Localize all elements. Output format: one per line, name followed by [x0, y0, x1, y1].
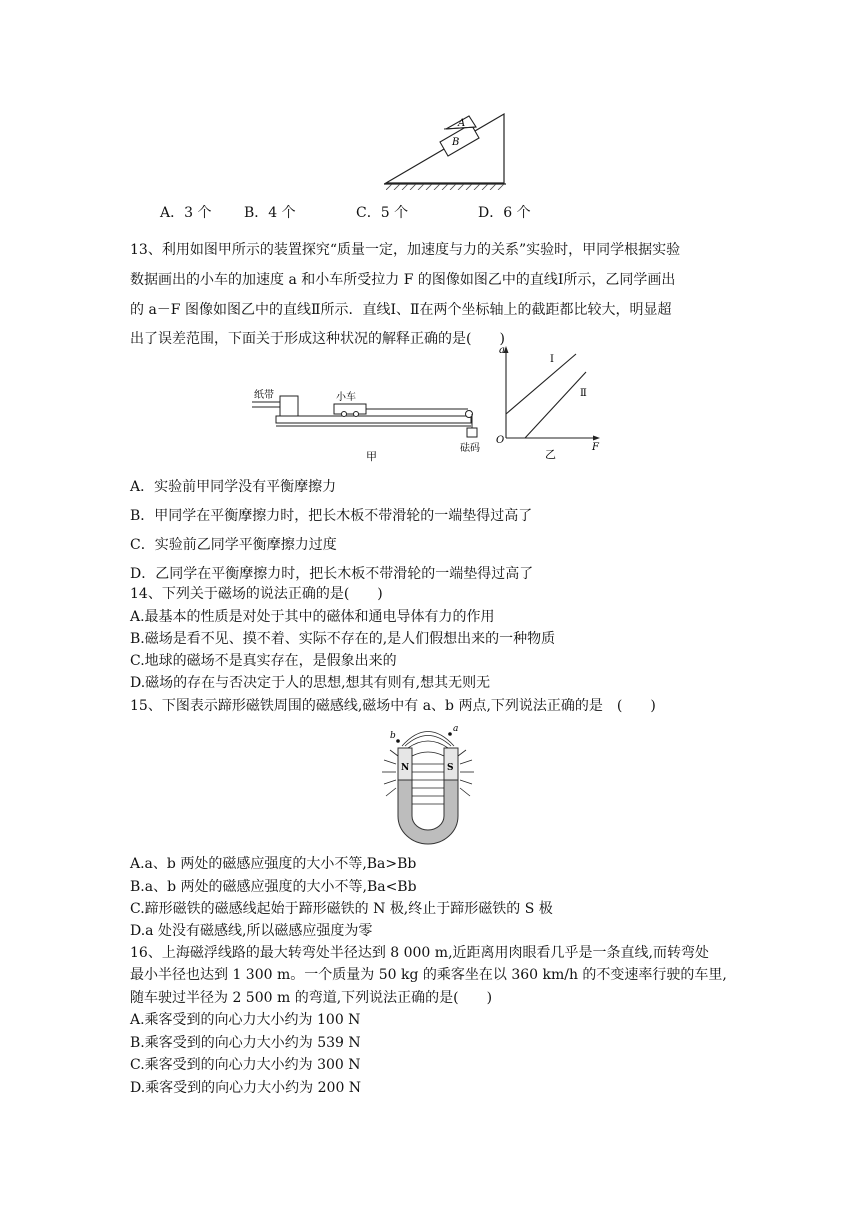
q12-option-b: B．4 个 [244, 205, 296, 221]
q13-option-c: C．实验前乙同学平衡摩擦力过度 [130, 537, 337, 553]
q15-option-a: A.a、b 两处的磁感应强度的大小不等,Ba>Bb [130, 856, 417, 872]
horseshoe-magnet-figure [378, 720, 478, 846]
q14-option-b: B.磁场是看不见、摸不着、实际不存在的,是人们假想出来的一种物质 [130, 631, 556, 647]
q13-option-a: A．实验前甲同学没有平衡摩擦力 [130, 479, 337, 495]
label-a: A [458, 118, 466, 129]
q12-option-a: A．3 个 [160, 205, 212, 221]
q16-option-a: A.乘客受到的向心力大小约为 100 N [130, 1012, 361, 1028]
origin-label: O [496, 435, 505, 446]
q13-option-d: D．乙同学在平衡摩擦力时，把长木板不带滑轮的一端垫得过高了 [130, 566, 534, 582]
north-pole-label: N [401, 763, 410, 773]
q14-stem: 14、下列关于磁场的说法正确的是( ) [130, 586, 383, 602]
caption-yi: 乙 [545, 448, 556, 460]
q13-stem-line-4: 出了误差范围，下面关于形成这种状况的解释正确的是( ) [130, 331, 505, 347]
x-axis-label: F [592, 442, 599, 453]
q16-option-b: B.乘客受到的向心力大小约为 539 N [130, 1035, 361, 1051]
q16-stem-line-3: 随车驶过半径为 2 500 m 的弯道,下列说法正确的是( ) [130, 990, 493, 1006]
q14-option-a: A.最基本的性质是对处于其中的磁体和通电导体有力的作用 [130, 609, 495, 625]
q15-option-c: C.蹄形磁铁的磁感线起始于蹄形磁铁的 N 极,终止于蹄形磁铁的 S 极 [130, 901, 553, 917]
south-pole-label: S [447, 763, 454, 773]
line-2 [525, 372, 586, 438]
line-2-label: Ⅱ [580, 388, 587, 399]
q13-stem-line-2: 数据画出的小车的加速度 a 和小车所受拉力 F 的图像如图乙中的直线Ⅰ所示，乙同学画出 [130, 272, 676, 288]
q16-option-d: D.乘客受到的向心力大小约为 200 N [130, 1080, 362, 1096]
line-1 [506, 354, 576, 414]
q13-stem-line-3: 的 a－F 图像如图乙中的直线Ⅱ所示．直线Ⅰ、Ⅱ在两个坐标轴上的截距都比较大，明显超 [130, 302, 672, 318]
point-b [396, 739, 400, 743]
label-tape: 纸带 [254, 390, 274, 401]
point-a-label: a [453, 724, 459, 734]
q13-stem-line-1: 13、利用如图甲所示的装置探究“质量一定，加速度与力的关系”实验时，甲同学根据实验 [130, 242, 681, 258]
q14-option-c: C.地球的磁场不是真实存在，是假象出来的 [130, 653, 397, 669]
point-a [448, 732, 452, 736]
label-cart: 小车 [336, 392, 356, 403]
label-weight: 砝码 [460, 443, 480, 454]
caption-jia: 甲 [366, 450, 377, 463]
q12-option-c: C．5 个 [356, 205, 409, 221]
line-1-label: Ⅰ [550, 354, 554, 365]
q15-option-b: B.a、b 两处的磁感应强度的大小不等,Ba<Bb [130, 879, 417, 895]
q14-option-d: D.磁场的存在与否决定于人的思想,想其有则有,想其无则无 [130, 675, 491, 691]
a-f-graph [492, 340, 608, 460]
q16-stem-line-2: 最小半径也达到 1 300 m。一个质量为 50 kg 的乘客坐在以 360 km/h 的不变速率行驶的车里, [130, 967, 727, 983]
point-b-label: b [390, 731, 396, 741]
q12-options [160, 202, 580, 222]
q13-option-b: B．甲同学在平衡摩擦力时，把长木板不带滑轮的一端垫得过高了 [130, 508, 533, 524]
q15-option-d: D.a 处没有磁感线,所以磁感应强度为零 [130, 923, 373, 939]
q15-stem: 15、下图表示蹄形磁铁周围的磁感线,磁场中有 a、b 两点,下列说法正确的是 ( ) [130, 698, 656, 714]
q12-option-d: D．6 个 [478, 205, 531, 221]
q16-option-c: C.乘客受到的向心力大小约为 300 N [130, 1057, 361, 1073]
incline-figure [380, 108, 510, 190]
apparatus-figure [250, 384, 490, 464]
q16-stem-line-1: 16、上海磁浮线路的最大转弯处半径达到 8 000 m,近距离用肉眼看几乎是一条直线,而转弯处 [130, 945, 709, 961]
label-b: B [452, 137, 460, 148]
y-axis-label: a [499, 345, 505, 356]
